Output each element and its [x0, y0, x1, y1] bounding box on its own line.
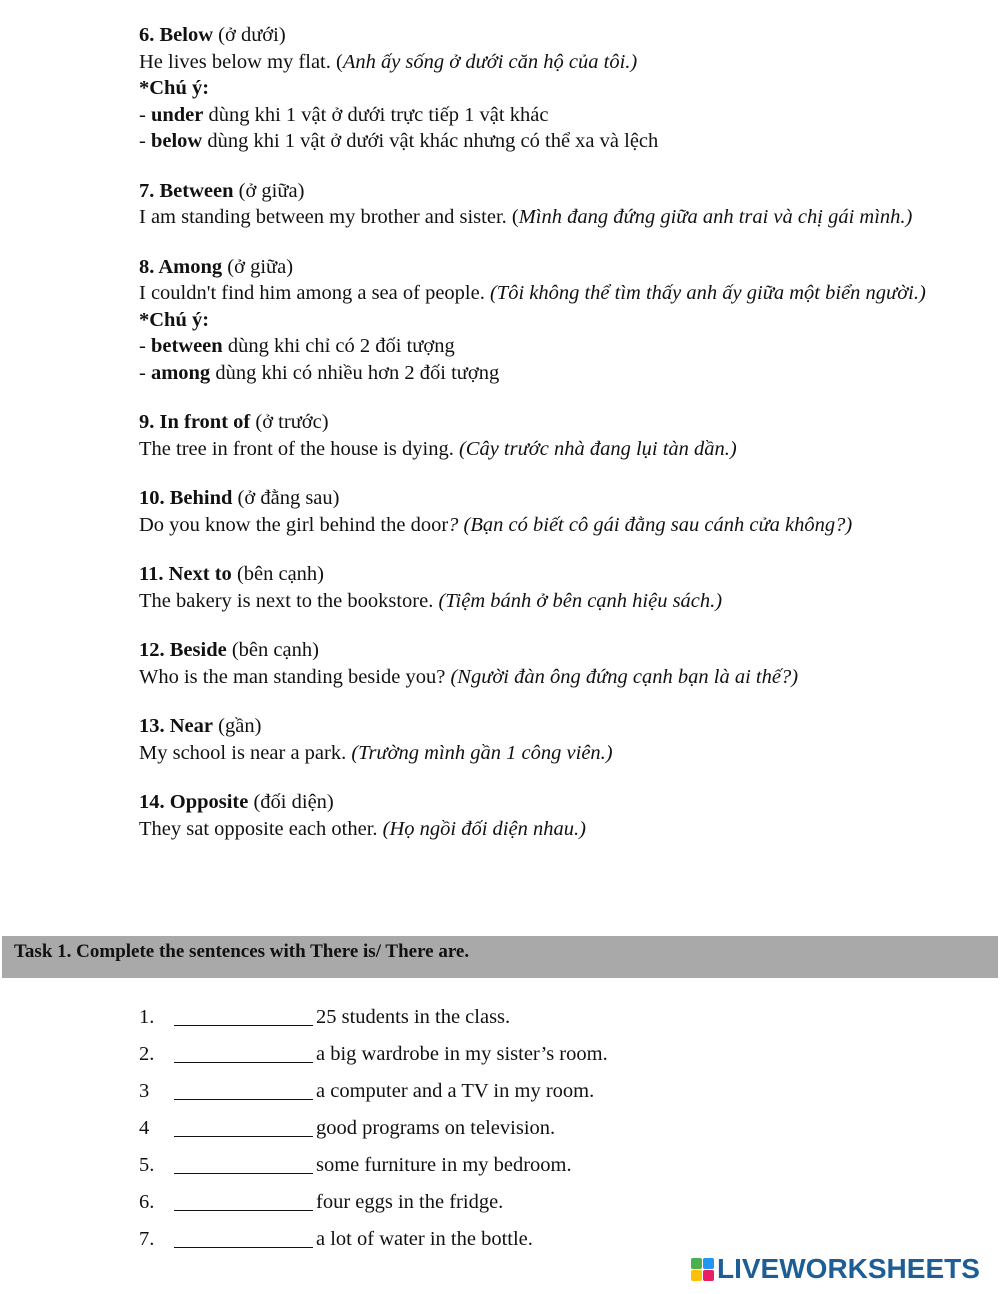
grammar-item-opposite: [139, 789, 969, 842]
answer-blank[interactable]: [174, 1003, 313, 1026]
grammar-content: [139, 22, 969, 842]
note-line: - among dùng khi có nhiều hơn 2 đối tượng: [139, 361, 500, 384]
answer-blank[interactable]: [174, 1188, 313, 1211]
exercise-text: a big wardrobe in my sister’s room.: [316, 1043, 608, 1065]
item-heading: 9. In front of (ở trước): [139, 411, 329, 433]
exercise-row: [139, 1003, 839, 1040]
answer-blank[interactable]: [174, 1114, 313, 1137]
item-example: The bakery is next to the bookstore. (Tiệm bánh ở bên cạnh hiệu sách.): [139, 589, 723, 612]
exercise-text: some furniture in my bedroom.: [316, 1154, 572, 1176]
grammar-item-among: [139, 254, 969, 387]
item-heading: 11. Next to (bên cạnh): [139, 563, 325, 585]
item-example: He lives below my flat. (Anh ấy sống ở dưới căn hộ của tôi.): [139, 50, 638, 73]
logo-square-icon: [703, 1258, 714, 1269]
logo-text: LIVEWORKSHEETS: [717, 1253, 980, 1284]
task-title: Task 1. Complete the sentences with There is/ There are.: [14, 941, 470, 962]
grammar-item-between: [139, 178, 969, 231]
exercise-text: a lot of water in the bottle.: [316, 1228, 533, 1250]
exercise-row: [139, 1188, 839, 1225]
logo-grid-icon: [691, 1258, 714, 1281]
exercise-row: [139, 1077, 839, 1114]
note-line: - below dùng khi 1 vật ở dưới vật khác nhưng có thể xa và lệch: [139, 130, 659, 152]
liveworksheets-logo[interactable]: [691, 1253, 980, 1285]
exercise-text: a computer and a TV in my room.: [316, 1080, 595, 1102]
item-heading: 7. Between (ở giữa): [139, 179, 305, 202]
item-heading: 10. Behind (ở đằng sau): [139, 487, 340, 509]
item-heading: 13. Near (gần): [139, 715, 262, 737]
exercise-text: four eggs in the fridge.: [316, 1191, 504, 1213]
grammar-item-next-to: [139, 561, 969, 614]
exercise-number: 1.: [139, 1006, 155, 1028]
exercise-number: 3: [139, 1080, 150, 1102]
item-heading: 14. Opposite (đối diện): [139, 791, 334, 813]
note-title: *Chú ý:: [139, 308, 210, 331]
exercise-text: 25 students in the class.: [316, 1006, 511, 1028]
item-example: Who is the man standing beside you? (Người đàn ông đứng cạnh bạn là ai thế?): [139, 665, 799, 688]
grammar-item-near: [139, 713, 969, 766]
note-title: *Chú ý:: [139, 77, 210, 99]
item-heading: 12. Beside (bên cạnh): [139, 639, 319, 661]
item-example: I am standing between my brother and sister. (Mình đang đứng giữa anh trai và chị gái mình.): [139, 206, 913, 228]
item-example: My school is near a park. (Trường mình gần 1 công viên.): [139, 741, 613, 764]
item-example: The tree in front of the house is dying. (Cây trước nhà đang lụi tàn dần.): [139, 437, 737, 460]
note-line: - under dùng khi 1 vật ở dưới trực tiếp 1 vật khác: [139, 103, 549, 126]
exercise-text: good programs on television.: [316, 1117, 556, 1139]
exercise-number: 2.: [139, 1043, 155, 1065]
answer-blank[interactable]: [174, 1225, 313, 1248]
grammar-item-beside: [139, 637, 969, 690]
exercise-number: 5.: [139, 1154, 155, 1176]
exercise-list: [139, 1003, 839, 1262]
item-heading: 6. Below (ở dưới): [139, 24, 286, 46]
logo-square-icon: [691, 1270, 702, 1281]
answer-blank[interactable]: [174, 1151, 313, 1174]
exercise-row: [139, 1114, 839, 1151]
item-example: They sat opposite each other. (Họ ngồi đối diện nhau.): [139, 817, 586, 840]
exercise-row: [139, 1151, 839, 1188]
answer-blank[interactable]: [174, 1040, 313, 1063]
item-heading: 8. Among (ở giữa): [139, 255, 294, 278]
grammar-item-below: [139, 22, 969, 155]
item-example: I couldn't find him among a sea of people. (Tôi không thể tìm thấy anh ấy giữa một biển người.): [139, 282, 926, 304]
grammar-item-behind: [139, 485, 969, 538]
task-title-bar: [2, 936, 998, 978]
note-line: - between dùng khi chỉ có 2 đối tượng: [139, 335, 455, 357]
item-example: Do you know the girl behind the door? (Bạn có biết cô gái đằng sau cánh cửa không?): [139, 513, 853, 536]
exercise-number: 6.: [139, 1191, 155, 1213]
logo-square-icon: [691, 1258, 702, 1269]
answer-blank[interactable]: [174, 1077, 313, 1100]
exercise-number: 4: [139, 1117, 150, 1139]
exercise-number: 7.: [139, 1228, 155, 1250]
logo-square-icon: [703, 1270, 714, 1281]
exercise-row: [139, 1040, 839, 1077]
grammar-item-in-front-of: [139, 409, 969, 462]
